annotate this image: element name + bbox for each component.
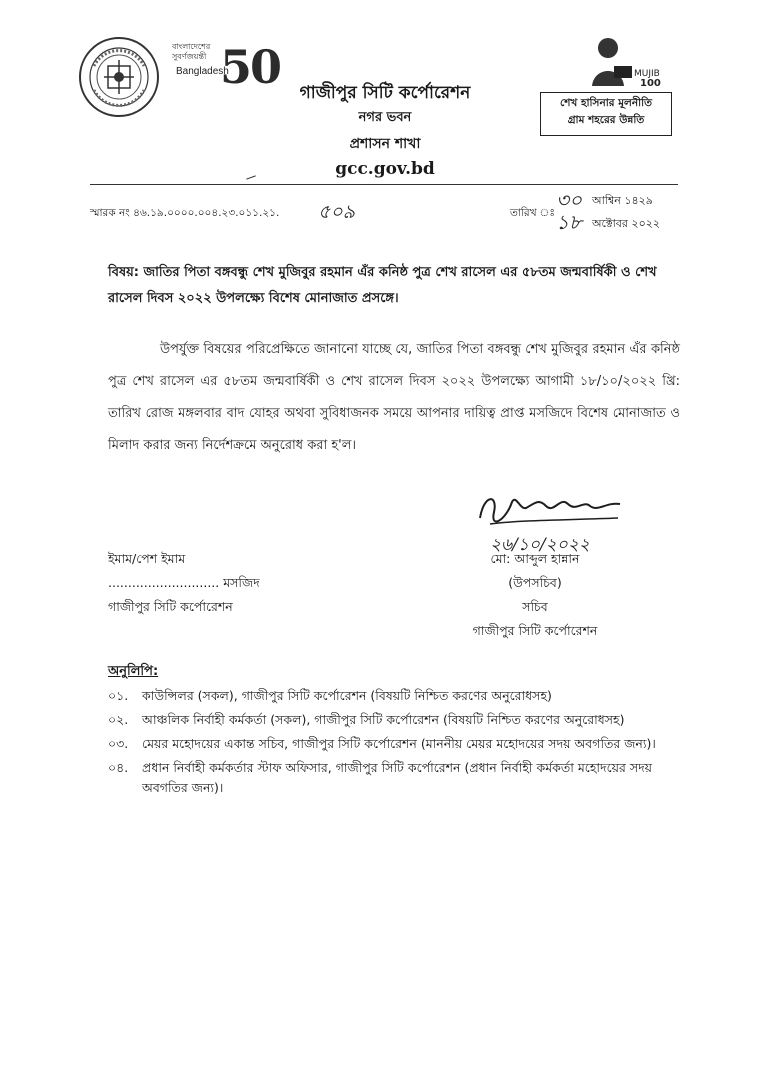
recipient-mosque: ............................ মসজিদ xyxy=(108,575,260,590)
copy-item-number: ০৩. xyxy=(108,736,129,751)
date-gregorian-calendar: অক্টোবর ২০২২ xyxy=(592,217,661,230)
memo-number-handwritten: ৫০৯ xyxy=(318,201,356,223)
copy-item xyxy=(108,710,688,730)
subject-line xyxy=(108,260,688,312)
slogan-line2: গ্রাম শহরের উন্নতি xyxy=(567,114,645,126)
date-bengali-calendar: আশ্বিন ১৪২৯ xyxy=(592,194,653,207)
svg-text:MUJIB: MUJIB xyxy=(634,69,660,79)
copy-to-list xyxy=(108,686,688,802)
recipient-block xyxy=(108,547,260,619)
slogan-line1: শেখ হাসিনার মূলনীতি xyxy=(559,97,653,109)
memo-number-label: স্মারক নং ৪৬.১৯.০০০০.০০৪.২৩.০১১.২১. xyxy=(90,207,280,219)
copy-item-text: প্রধান নির্বাহী কর্মকর্তার স্টাফ অফিসার, গাজীপুর সিটি কর্পোরেশন (প্রধান নির্বাহী কর্মকর্তা মহোদয়ের সদয় অবগতির জন্য)। xyxy=(142,760,653,795)
copy-item-number: ০১. xyxy=(108,688,129,703)
copy-item-text: আঞ্চলিক নির্বাহী কর্মকর্তা (সকল), গাজীপুর সিটি কর্পোরেশন (বিষয়টি নিশ্চিত করণের অনুরোধসহ) xyxy=(142,712,625,727)
copy-item-text: কাউন্সিলর (সকল), গাজীপুর সিটি কর্পোরেশন (বিষয়টি নিশ্চিত করণের অনুরোধসহ) xyxy=(142,688,552,703)
copy-to-heading: অনুলিপি: xyxy=(108,664,159,679)
city-corporation-seal xyxy=(78,36,160,118)
signatory-title: সচিব xyxy=(522,599,548,614)
jubilee-line1: বাংলাদেশের xyxy=(172,42,211,51)
section-name: প্রশাসন শাখা xyxy=(349,136,421,152)
subject-text: জাতির পিতা বঙ্গবন্ধু শেখ মুজিবুর রহমান এঁর কনিষ্ঠ পুত্র শেখ রাসেল এর ৫৮তম জন্মবার্ষিকী ও শেখ রাসেল দিবস ২০২২ উপলক্ষ্যে বিশেষ মোনাজাত প্রসঙ্গে। xyxy=(108,265,657,306)
signatory-block xyxy=(460,547,610,643)
date-label: তারিখ ঃ xyxy=(510,207,555,219)
recipient-org: গাজীপুর সিটি কর্পোরেশন xyxy=(108,599,233,614)
letter-body: উপর্যুক্ত বিষয়ের পরিপ্রেক্ষিতে জানানো যাচ্ছে যে, জাতির পিতা বঙ্গবন্ধু শেখ মুজিবুর রহমান এঁর কনিষ্ঠ পুত্র শেখ রাসেল এর ৫৮তম জন্মবার্ষিকী ও শেখ রাসেল দিবস ২০২২ উপলক্ষ্যে আগামী ১৮/১০/২০২২ খ্রি: তারিখ রোজ মঙ্গলবার বাদ যোহর অথবা সুবিধাজনক সময়ে আপনার দায়িত্ব প্রাপ্ত মসজিদে বিশেষ মোনাজাত ও মিলাদ করার জন্য নির্দেশক্রমে অনুরোধ করা হ'ল। xyxy=(108,342,680,453)
recipient-title: ইমাম/পেশ ইমাম xyxy=(108,551,186,566)
copy-item xyxy=(108,758,688,798)
signature-date: ২৬/১০/২০২২ xyxy=(490,535,590,555)
date-handwritten-en: ১৮ xyxy=(556,210,582,234)
signatory-rank: (উপসচিব) xyxy=(508,575,562,590)
jubilee-line2: সুবর্ণজয়ন্তী xyxy=(172,52,207,61)
jubilee-number: 50 xyxy=(220,40,281,94)
slogan-box xyxy=(540,92,672,136)
copy-item-number: ০৪. xyxy=(108,760,129,775)
copy-item xyxy=(108,686,688,706)
date-handwritten-bn: ৩০ xyxy=(556,188,583,212)
stray-mark xyxy=(246,175,256,179)
header-divider xyxy=(90,184,678,185)
jubilee-word: Bangladesh xyxy=(176,66,229,77)
office-name: নগর ভবন xyxy=(358,110,412,125)
organization-name: গাজীপুর সিটি কর্পোরেশন xyxy=(299,83,471,103)
copy-item-number: ০২. xyxy=(108,712,129,727)
signatory-org: গাজীপুর সিটি কর্পোরেশন xyxy=(472,623,598,638)
signatory-name: মো: আব্দুল হান্নান xyxy=(490,551,580,566)
copy-item-text: মেয়র মহোদয়ের একান্ত সচিব, গাজীপুর সিটি কর্পোরেশন (মাননীয় মেয়র মহোদয়ের সদয় অবগতির জন্য)। xyxy=(142,736,656,751)
golden-jubilee-logo xyxy=(170,40,280,102)
copy-item xyxy=(108,734,688,754)
svg-text:100: 100 xyxy=(640,78,661,89)
website: gcc.gov.bd xyxy=(335,159,435,179)
mujib-100-logo xyxy=(578,30,670,90)
subject-label: বিষয়: xyxy=(108,265,139,280)
